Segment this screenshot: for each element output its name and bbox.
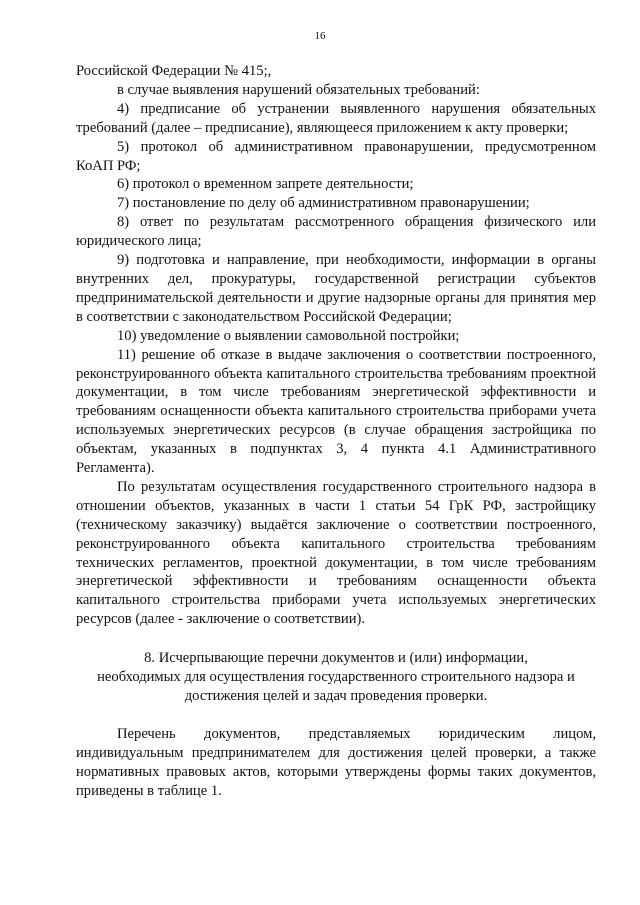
paragraph: 6) протокол о временном запрете деятельности;	[117, 176, 414, 193]
paragraph: 8) ответ по результатам рассмотренного обращения физического или юридического лица;	[76, 214, 596, 250]
paragraph: 9) подготовка и направление, при необходимости, информации в органы внутренних дел, прокуратуры, государственной регистрации субъектов предпринимательской деятельности и другие надзорные органы для принятия мер в соответствии с законодательством Российской Федерации;	[76, 252, 596, 325]
section-heading	[76, 649, 596, 706]
paragraph-list	[76, 62, 596, 629]
paragraph: Российской Федерации № 415;,	[76, 63, 272, 79]
document-body	[76, 62, 596, 801]
section-heading-line: необходимых для осуществления государственного строительного надзора и	[97, 669, 575, 686]
paragraph: 11) решение об отказе в выдаче заключения о соответствии построенного, реконструированного объекта капитального строительства требованиям проектной документации, в том числе требованиям энергетической эффективности и требованиям оснащенности объекта капитального строительства приборами учета используемых энергетических ресурсов (в случае обращения застройщика по объектам, указанных в подпунктах 3, 4 пункта 4.1 Административного Регламента).	[76, 346, 596, 477]
page-number: 16	[314, 30, 326, 42]
section-heading-line: 8. Исчерпывающие перечни документов и (или) информации,	[144, 650, 528, 667]
paragraph: в случае выявления нарушений обязательных требований:	[117, 81, 480, 98]
paragraph: 10) уведомление о выявлении самовольной постройки;	[117, 327, 460, 344]
section-heading-line: достижения целей и задач проведения проверки.	[184, 688, 488, 704]
paragraph: 4) предписание об устранении выявленного нарушения обязательных требований (далее – предписание), являющееся приложением к акту проверки;	[76, 100, 596, 136]
paragraph: По результатам осуществления государственного строительного надзора в отношении объектов, указанных в части 1 статьи 54 ГрК РФ, застройщику (техническому заказчику) выдаётся заключение о соответствии построенного, реконструированного объекта капитального строительства требованиям технических регламентов, проектной документации, в том числе требованиям энергетической эффективности и требованиям оснащенности объекта капитального строительства приборами учета используемых энергетических ресурсов (далее - заключение о соответствии).	[76, 478, 596, 628]
paragraph-documents-list: Перечень документов, представляемых юридическим лицом, индивидуальным предпринимателем для достижения целей проверки, а также нормативных правовых актов, которыми утверждены формы таких документов, приведены в таблице 1.	[76, 725, 596, 799]
paragraph: 5) протокол об административном правонарушении, предусмотренном КоАП РФ;	[76, 138, 596, 174]
paragraph: 7) постановление по делу об административном правонарушении;	[117, 195, 530, 212]
